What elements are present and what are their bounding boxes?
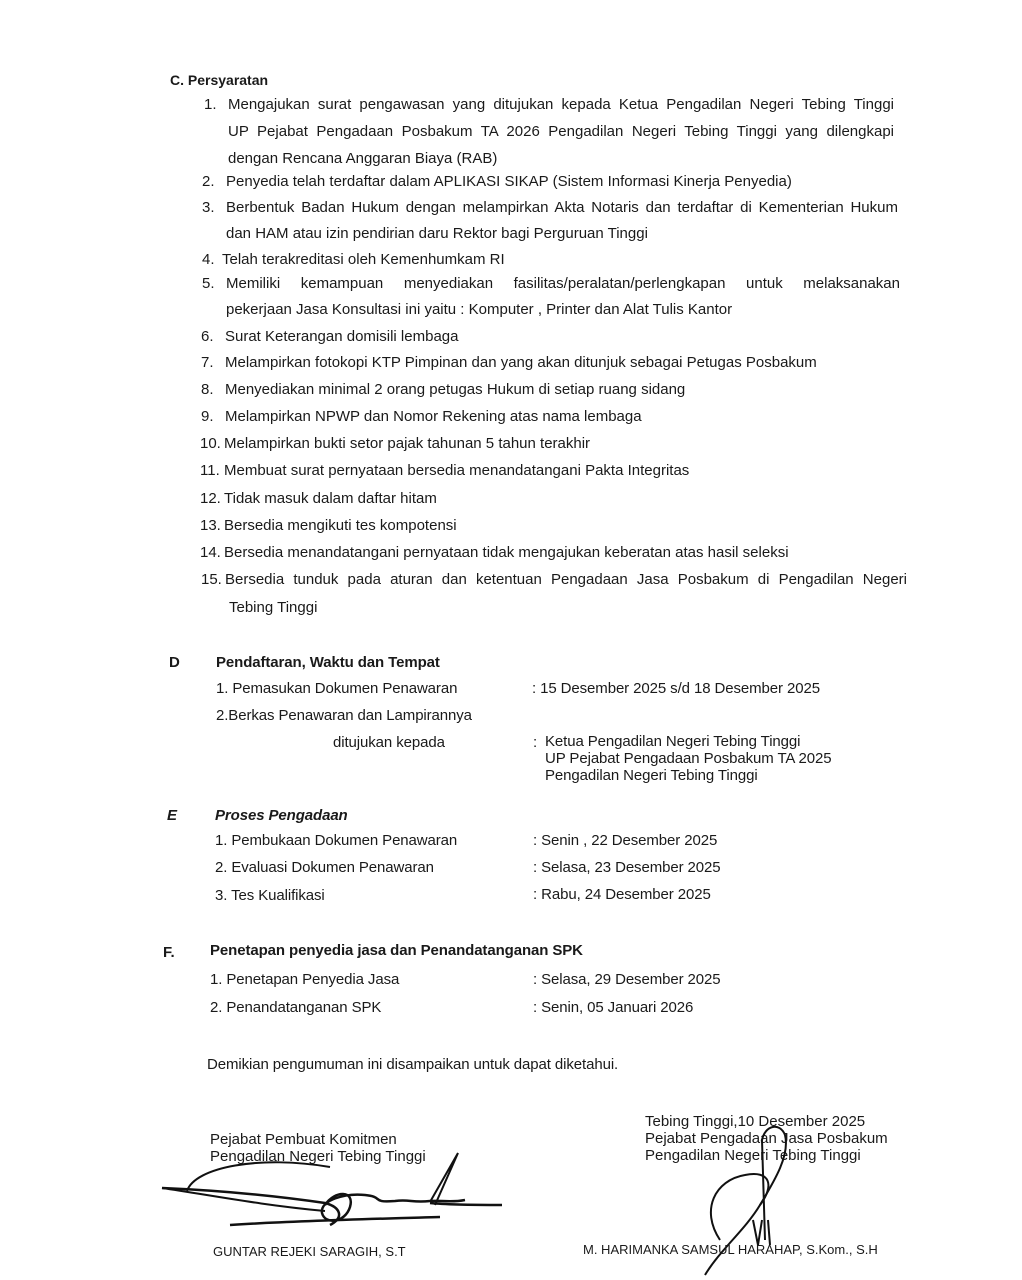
item-number: 5. — [202, 275, 215, 292]
item-text: Bersedia tunduk pada aturan dan ketentuan Pengadaan Jasa Posbakum di Pengadilan Negeri — [225, 571, 907, 588]
item-text: pekerjaan Jasa Konsultasi ini yaitu : Komputer , Printer dan Alat Tulis Kantor — [226, 301, 733, 318]
section-title: Pendaftaran, Waktu dan Tempat — [216, 654, 440, 671]
row-label: 2.Berkas Penawaran dan Lampirannya — [216, 707, 472, 724]
item-text: Penyedia telah terdaftar dalam APLIKASI SIKAP (Sistem Informasi Kinerja Penyedia) — [226, 173, 792, 190]
item-text: Berbentuk Badan Hukum dengan melampirkan Akta Notaris dan terdaftar di Kementerian Hukum — [226, 199, 898, 216]
signer-name: GUNTAR REJEKI SARAGIH, S.T — [213, 1244, 406, 1259]
addressee-line: UP Pejabat Pengadaan Posbakum TA 2025 — [545, 750, 832, 767]
item-number: 14. — [200, 544, 221, 561]
item-text: Mengajukan surat pengawasan yang ditujukan kepada Ketua Pengadilan Negeri Tebing Tinggi — [228, 96, 894, 113]
row-value: : Selasa, 29 Desember 2025 — [533, 971, 721, 988]
section-title: Penetapan penyedia jasa dan Penandatanganan SPK — [210, 942, 583, 959]
item-text: Bersedia mengikuti tes kompotensi — [224, 517, 457, 534]
item-text: Memiliki kemampuan menyediakan fasilitas/peralatan/perlengkapan untuk melaksanakan — [226, 275, 900, 292]
row-label: 1. Penetapan Penyedia Jasa — [210, 971, 400, 988]
item-text: Melampirkan bukti setor pajak tahunan 5 tahun terakhir — [224, 435, 591, 452]
item-text: dan HAM atau izin pendirian daru Rektor bagi Perguruan Tinggi — [226, 225, 648, 242]
row-label: 2. Penandatanganan SPK — [210, 999, 382, 1016]
item-number: 6. — [201, 328, 214, 345]
signer-title: Pejabat Pembuat Komitmen — [210, 1131, 397, 1148]
section-title: Proses Pengadaan — [215, 807, 348, 824]
item-text: Melampirkan NPWP dan Nomor Rekening atas nama lembaga — [225, 408, 642, 425]
item-text: Menyediakan minimal 2 orang petugas Hukum di setiap ruang sidang — [225, 381, 686, 398]
row-value: : 15 Desember 2025 s/d 18 Desember 2025 — [532, 680, 820, 697]
item-text: Surat Keterangan domisili lembaga — [225, 328, 459, 345]
item-number: 11. — [200, 462, 220, 479]
section-letter: D — [169, 654, 180, 671]
section-letter: E — [167, 807, 178, 824]
item-number: 10. — [200, 435, 221, 452]
signer-name: M. HARIMANKA SAMSUL HARAHAP, S.Kom., S.H — [583, 1242, 878, 1257]
item-number: 3. — [202, 199, 215, 216]
section-letter: F. — [163, 944, 175, 961]
signer-title: Pejabat Pengadaan Jasa Posbakum — [645, 1130, 888, 1147]
row-value: : Rabu, 24 Desember 2025 — [533, 886, 711, 903]
addressee-line: Pengadilan Negeri Tebing Tinggi — [545, 767, 758, 784]
item-text: Tidak masuk dalam daftar hitam — [224, 490, 437, 507]
item-number: 7. — [201, 354, 214, 371]
item-text: Membuat surat pernyataan bersedia menandatangani Pakta Integritas — [224, 462, 690, 479]
row-label: 1. Pembukaan Dokumen Penawaran — [215, 832, 458, 849]
item-text: Bersedia menandatangani pernyataan tidak mengajukan keberatan atas hasil seleksi — [224, 544, 789, 561]
signer-institution: Pengadilan Negeri Tebing Tinggi — [210, 1148, 426, 1165]
section-c-title: C. Persyaratan — [170, 72, 269, 88]
row-value: : Senin, 05 Januari 2026 — [533, 999, 694, 1016]
row-value: : Senin , 22 Desember 2025 — [533, 832, 718, 849]
item-number: 2. — [202, 173, 215, 190]
addressee-line: Ketua Pengadilan Negeri Tebing Tinggi — [545, 733, 801, 750]
signer-institution: Pengadilan Negeri Tebing Tinggi — [645, 1147, 861, 1164]
item-number: 4. — [202, 251, 215, 268]
row-label: 1. Pemasukan Dokumen Penawaran — [216, 680, 458, 697]
place-date: Tebing Tinggi,10 Desember 2025 — [645, 1113, 866, 1130]
closing-statement: Demikian pengumuman ini disampaikan untuk dapat diketahui. — [207, 1056, 619, 1073]
item-text: Tebing Tinggi — [229, 599, 318, 616]
item-text: UP Pejabat Pengadaan Posbakum TA 2026 Pengadilan Negeri Tebing Tinggi yang dilengkapi — [228, 123, 894, 140]
item-number: 9. — [201, 408, 214, 425]
item-number: 8. — [201, 381, 214, 398]
row-colon: : — [533, 734, 538, 751]
item-number: 13. — [200, 517, 221, 534]
item-number: 1. — [204, 96, 217, 113]
item-text: dengan Rencana Anggaran Biaya (RAB) — [228, 150, 498, 167]
item-text: Telah terakreditasi oleh Kemenhumkam RI — [222, 251, 505, 268]
item-text: Melampirkan fotokopi KTP Pimpinan dan yang akan ditunjuk sebagai Petugas Posbakum — [225, 354, 817, 371]
signature-left-icon — [150, 1145, 510, 1235]
row-value: : Selasa, 23 Desember 2025 — [533, 859, 721, 876]
item-number: 15. — [201, 571, 222, 588]
row-label: 2. Evaluasi Dokumen Penawaran — [215, 859, 434, 876]
item-number: 12. — [200, 490, 221, 507]
row-sublabel: ditujukan kepada — [333, 734, 445, 751]
row-label: 3. Tes Kualifikasi — [215, 887, 325, 904]
